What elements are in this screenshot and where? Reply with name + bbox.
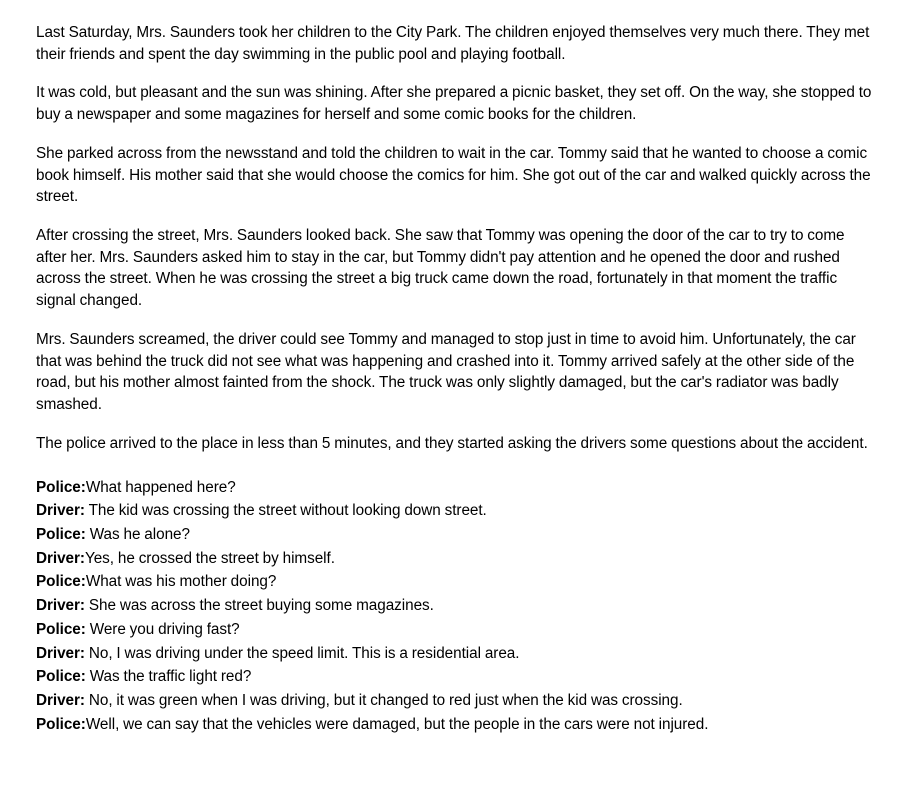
dialogue-section: [36, 477, 876, 736]
dialogue-speech: No, it was green when I was driving, but it changed to red just when the kid was crossing.: [84, 691, 683, 709]
dialogue-speaker: Driver:: [36, 597, 85, 615]
dialogue-speech: What happened here?: [85, 478, 236, 496]
dialogue-speech: Was he alone?: [85, 525, 190, 543]
dialogue-line: [36, 548, 876, 570]
story-paragraph: It was cold, but pleasant and the sun was shining. After she prepared a picnic basket, they set off. On the way, she stopped to buy a newspaper and some magazines for herself and some comic books for the children.: [36, 84, 872, 124]
dialogue-line: [36, 714, 876, 736]
dialogue-speech: What was his mother doing?: [85, 573, 277, 591]
dialogue-line: [36, 500, 876, 522]
story-paragraph: The police arrived to the place in less than 5 minutes, and they started asking the drivers some questions about the accident.: [36, 434, 868, 452]
story-paragraph: After crossing the street, Mrs. Saunders looked back. She saw that Tommy was opening the door of the car to try to come after her. Mrs. Saunders asked him to stay in the car, but Tommy didn't pay attention and he opened the door and rushed across the street. When he was crossing the street a big truck came down the road, fortunately in that moment the traffic signal changed.: [36, 227, 845, 310]
dialogue-speaker: Driver:: [36, 644, 85, 662]
dialogue-speech: Were you driving fast?: [85, 620, 240, 638]
dialogue-speaker: Police:: [36, 620, 86, 638]
story-paragraph: Last Saturday, Mrs. Saunders took her children to the City Park. The children enjoyed themselves very much there. They met their friends and spent the day swimming in the public pool and playing football.: [36, 24, 870, 63]
story-paragraph: She parked across from the newsstand and told the children to wait in the car. Tommy said that he wanted to choose a comic book himself. His mother said that she would choose the comics for him. She got out of the car and walked quickly across the street.: [36, 144, 871, 206]
dialogue-speaker: Police:: [36, 478, 86, 496]
dialogue-speaker: Driver:: [36, 502, 85, 520]
dialogue-speaker: Driver:: [36, 549, 85, 567]
dialogue-line: [36, 619, 876, 641]
dialogue-speech: The kid was crossing the street without looking down street.: [84, 502, 487, 520]
dialogue-speech: Was the traffic light red?: [85, 668, 252, 686]
story-paragraph: Mrs. Saunders screamed, the driver could see Tommy and managed to stop just in time to avoid him. Unfortunately, the car that was behind the truck did not see what was happening and crashed into it. Tommy arrived safely at the other side of the road, but his mother almost fainted from the shock. The truck was only slightly damaged, but the car's radiator was badly smashed.: [36, 330, 856, 414]
dialogue-line: [36, 524, 876, 546]
dialogue-speaker: Driver:: [36, 691, 85, 709]
dialogue-line: [36, 690, 876, 712]
dialogue-line: [36, 595, 876, 617]
dialogue-line: [36, 643, 876, 665]
dialogue-line: [36, 666, 876, 688]
dialogue-speech: Yes, he crossed the street by himself.: [84, 549, 335, 567]
dialogue-speaker: Police:: [36, 668, 86, 686]
dialogue-line: [36, 477, 876, 499]
dialogue-speaker: Police:: [36, 525, 86, 543]
dialogue-speaker: Police:: [36, 715, 86, 733]
dialogue-line: [36, 571, 876, 593]
dialogue-speech: No, I was driving under the speed limit. This is a residential area.: [84, 644, 520, 662]
dialogue-speech: She was across the street buying some magazines.: [84, 597, 434, 615]
dialogue-speech: Well, we can say that the vehicles were damaged, but the people in the cars were not injured.: [85, 715, 709, 733]
dialogue-speaker: Police:: [36, 573, 86, 591]
